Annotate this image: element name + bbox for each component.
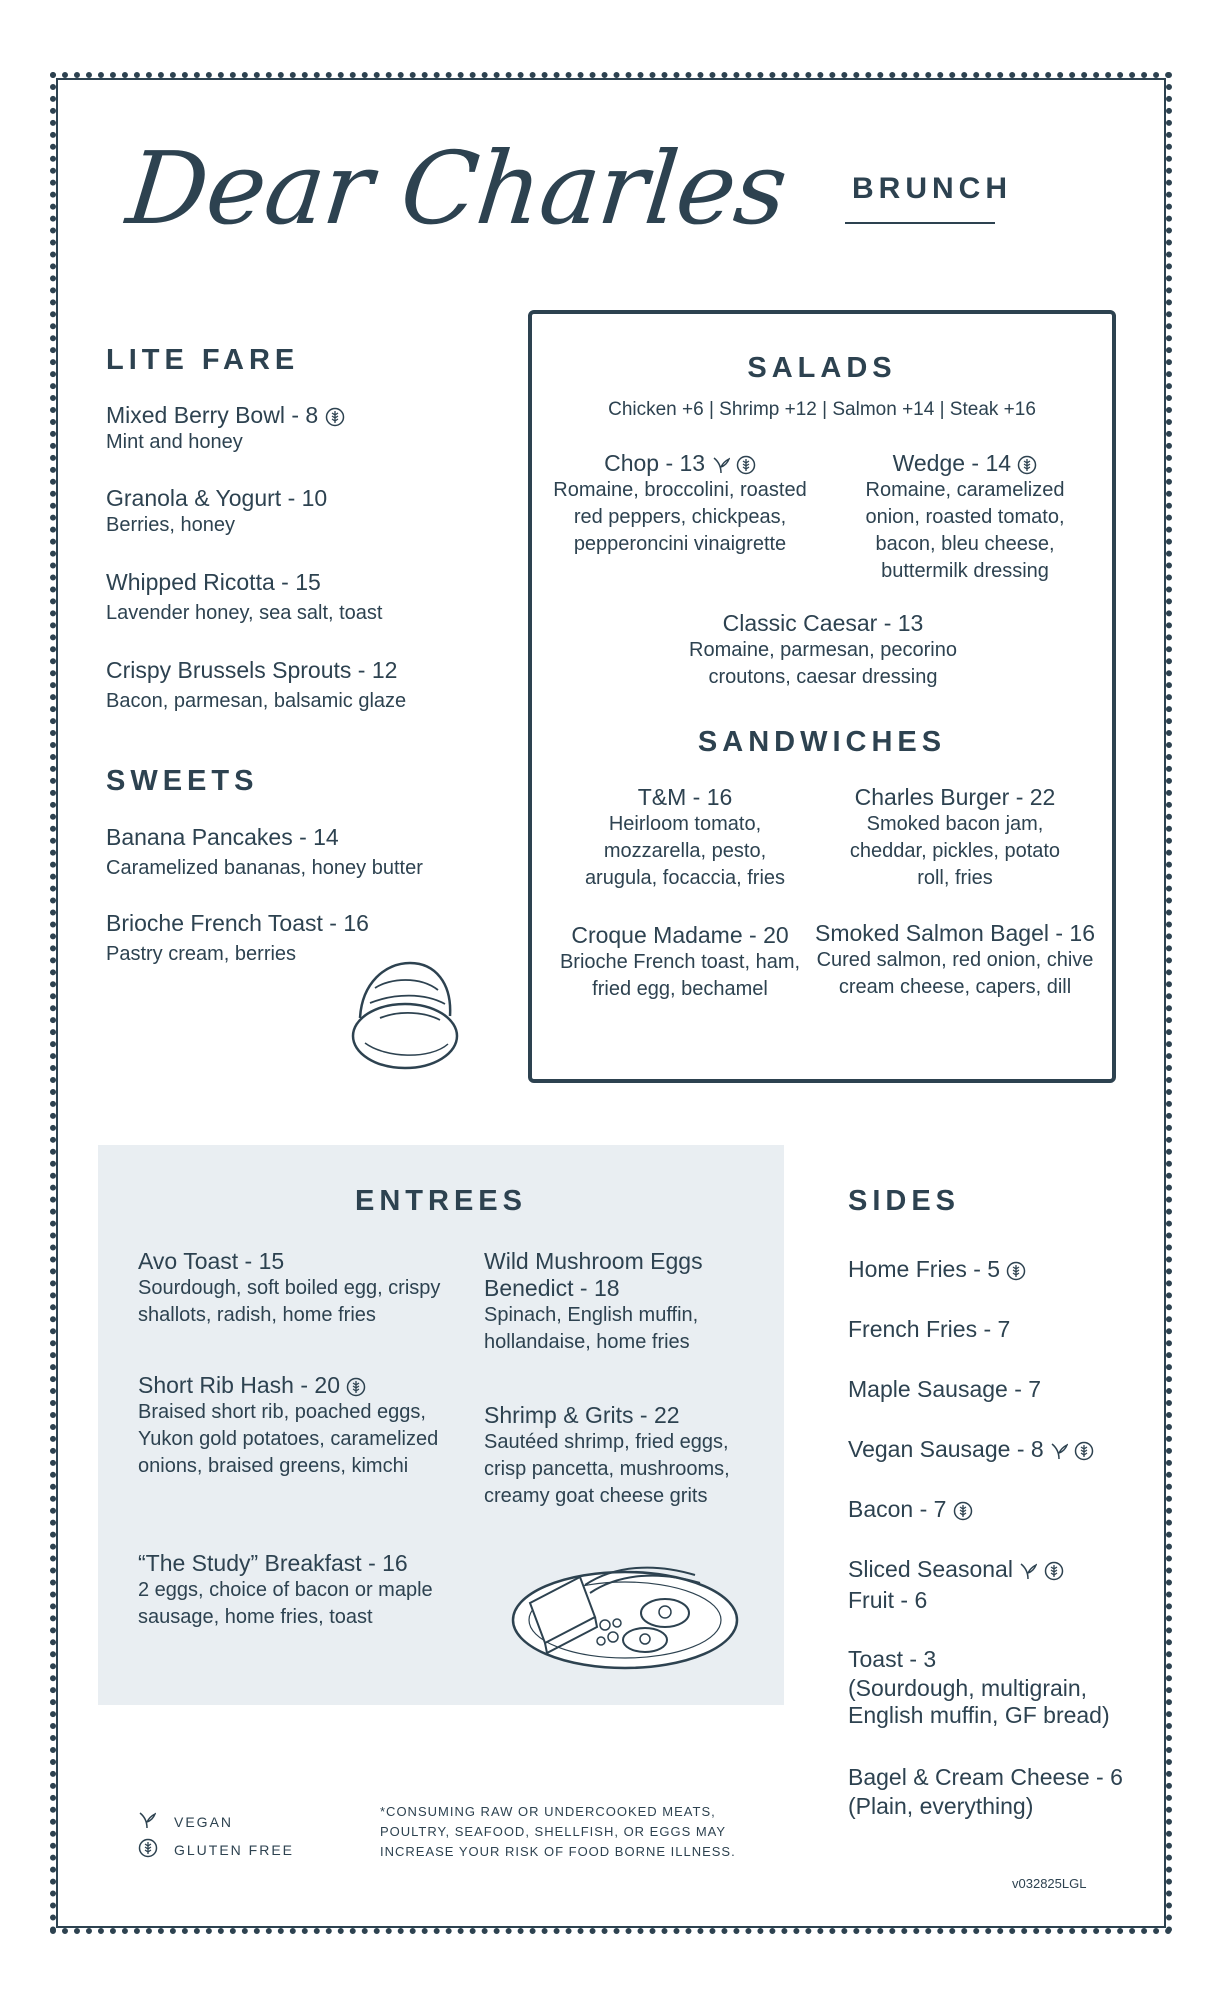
menu-item: Chop - 13 Romaine, broccolini, roasted red peppers, chickpeas, pepperoncini vinaigrette [553,450,807,555]
vegan-icon [1050,1441,1068,1461]
version-code: v032825LGL [1012,1876,1087,1891]
gluten-free-icon [736,455,756,475]
menu-item: Vegan Sausage - 8 [848,1436,1094,1463]
gluten-free-icon [325,407,345,427]
vegan-icon [138,1810,156,1830]
menu-item: Bagel & Cream Cheese - 6 (Plain, everything) [848,1764,1123,1819]
lite-fare-title: LITE FARE [106,344,300,376]
sides-title: SIDES [848,1185,961,1217]
menu-item: Short Rib Hash - 20 Braised short rib, poached eggs, Yukon gold potatoes, caramelized onions, braised greens, kimchi [138,1372,439,1477]
menu-item: Brioche French Toast - 16 Pastry cream, berries [106,910,369,965]
menu-item: Maple Sausage - 7 [848,1376,1042,1402]
menu-item: Mixed Berry Bowl - 8 Mint and honey [106,402,345,456]
menu-item: T&M - 16 Heirloom tomato, mozzarella, pesto, arugula, focaccia, fries [584,784,786,889]
gluten-free-icon [1074,1441,1094,1461]
breakfast-plate-illustration [505,1545,745,1675]
gluten-free-icon [1017,455,1037,475]
menu-item: “The Study” Breakfast - 16 2 eggs, choice of bacon or maple sausage, home fries, toast [138,1550,433,1628]
menu-item: Charles Burger - 22 Smoked bacon jam, cheddar, pickles, potato roll, fries [849,784,1061,889]
sweets-title: SWEETS [106,765,259,797]
restaurant-logo: Dear Charles [121,130,792,247]
gluten-free-icon [138,1838,158,1858]
sandwiches-title: SANDWICHES [697,726,947,758]
menu-item: Granola & Yogurt - 10 Berries, honey [106,485,328,536]
menu-item: Avo Toast - 15 Sourdough, soft boiled egg, crispy shallots, radish, home fries [138,1248,441,1326]
salad-addons: Chicken +6 | Shrimp +12 | Salmon +14 | Steak +16 [608,399,1036,420]
salads-title: SALADS [747,352,897,384]
gluten-free-icon [953,1501,973,1521]
menu-item: Classic Caesar - 13 Romaine, parmesan, pecorino croutons, caesar dressing [689,610,957,688]
pastry-illustration [340,948,470,1078]
gluten-free-icon [346,1377,366,1397]
legend-gluten-free: GLUTEN FREE [174,1842,295,1858]
vegan-icon [712,455,730,475]
menu-item: Croque Madame - 20 Brioche French toast, ham, fried egg, bechamel [559,922,801,1000]
menu-item: French Fries - 7 [848,1316,1011,1342]
vegan-icon [1019,1561,1037,1581]
menu-item: Sliced Seasonal Fruit - 6 [848,1556,1064,1614]
entrees-title: ENTREES [355,1185,527,1217]
menu-item: Shrimp & Grits - 22 Sautéed shrimp, fried eggs, crisp pancetta, mushrooms, creamy goat cheese grits [484,1402,730,1507]
food-safety-disclaimer: *CONSUMING RAW OR UNDERCOOKED MEATS, POULTRY, SEAFOOD, SHELLFISH, OR EGGS MAY INCREASE YOUR RISK OF FOOD BORNE ILLNESS. [380,1804,736,1859]
gluten-free-icon [1044,1561,1064,1581]
menu-item: Bacon - 7 [848,1496,973,1523]
menu-item: Wild Mushroom Eggs Benedict - 18 Spinach, English muffin, hollandaise, home fries [484,1248,703,1353]
menu-item: Wedge - 14 Romaine, caramelized onion, roasted tomato, bacon, bleu cheese, buttermilk dressing [865,450,1065,582]
legend-vegan: VEGAN [174,1814,234,1830]
menu-item: Home Fries - 5 [848,1256,1026,1283]
gluten-free-icon [1006,1261,1026,1281]
menu-item: Toast - 3 (Sourdough, multigrain, English muffin, GF bread) [848,1646,1110,1728]
menu-item: Crispy Brussels Sprouts - 12 Bacon, parmesan, balsamic glaze [106,657,407,712]
menu-item: Whipped Ricotta - 15 Lavender honey, sea salt, toast [106,569,383,624]
title-underline [845,222,995,224]
menu-item: Banana Pancakes - 14 Caramelized bananas, honey butter [106,824,423,879]
menu-type-title: BRUNCH [852,172,1012,205]
menu-item: Smoked Salmon Bagel - 16 Cured salmon, red onion, chive cream cheese, capers, dill [815,920,1095,998]
